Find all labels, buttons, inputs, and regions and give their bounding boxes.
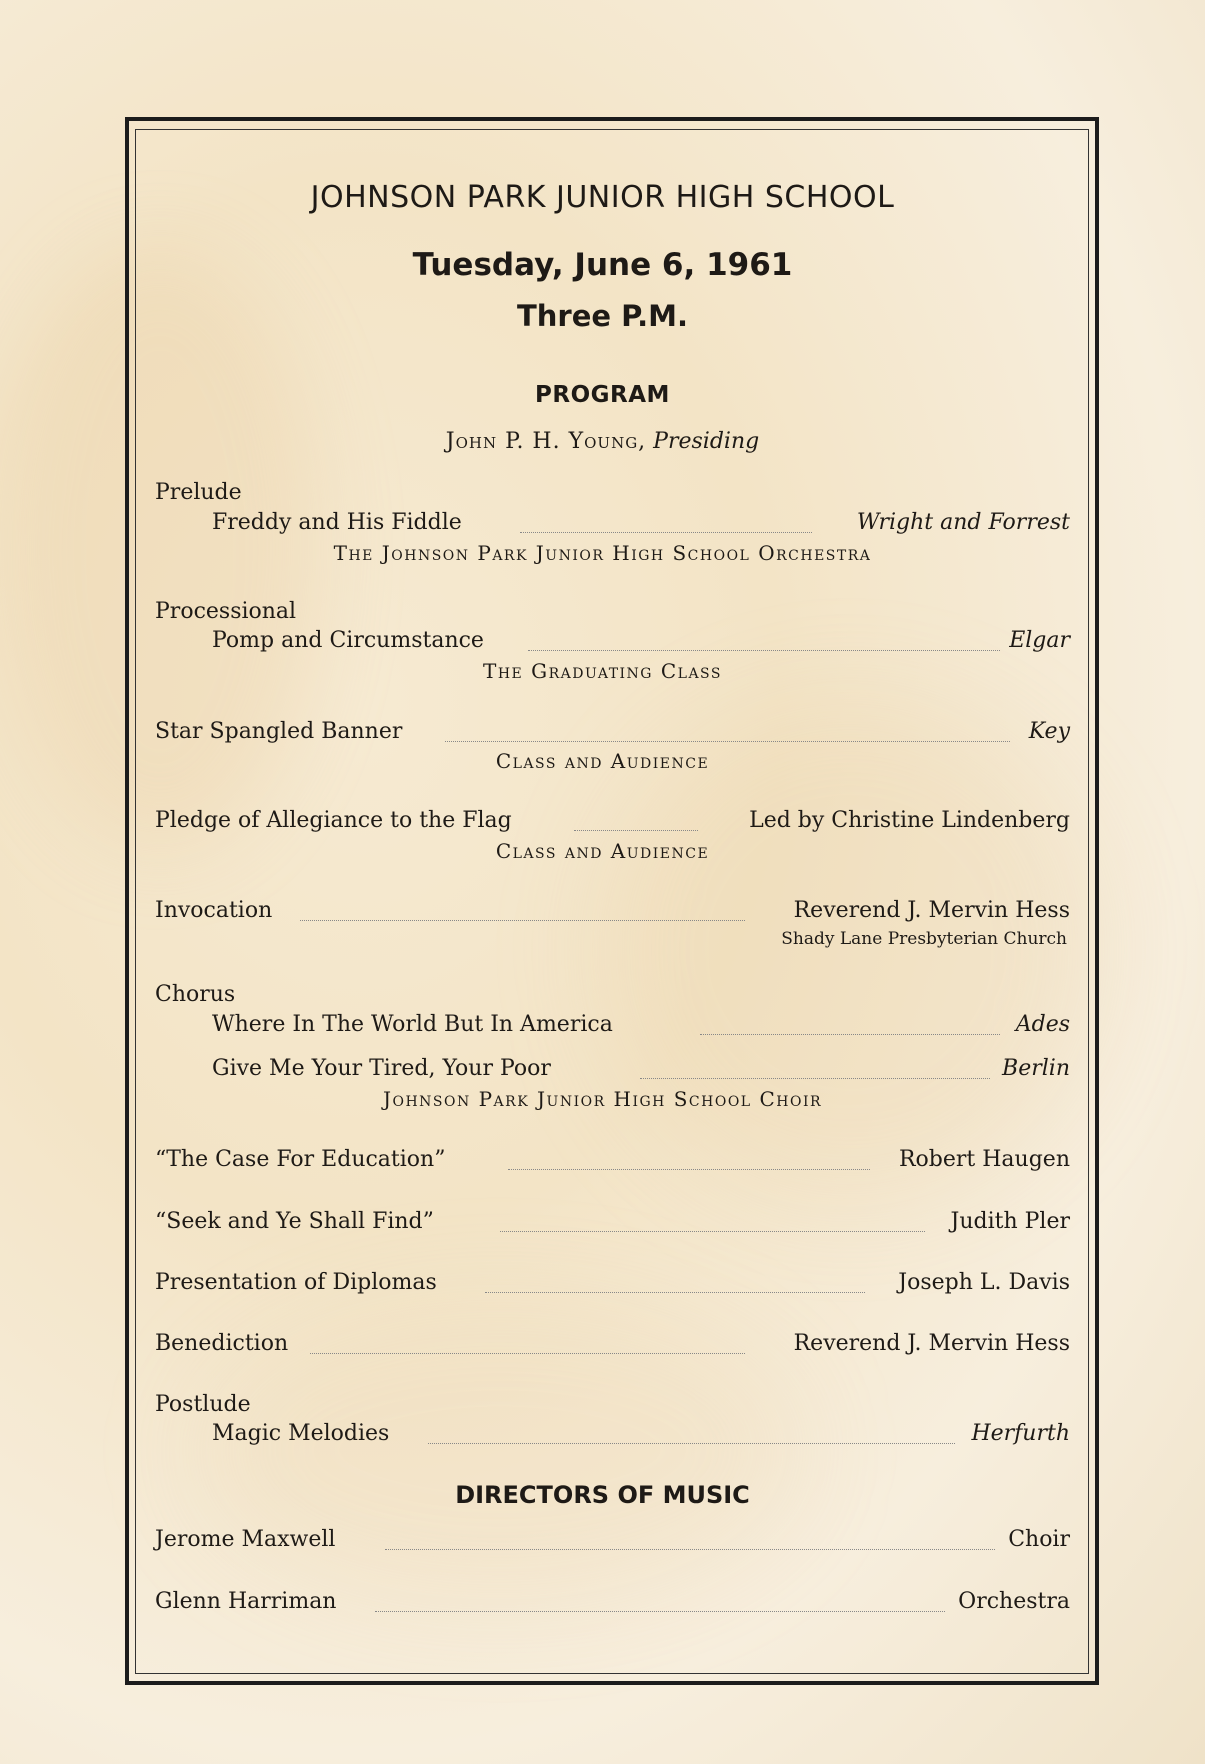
director-name: Glenn Harriman bbox=[155, 1589, 337, 1614]
program-row-speech1 bbox=[0, 1147, 1070, 1177]
leader-dots bbox=[485, 1292, 865, 1293]
performer-pledge: Class and Audience bbox=[495, 839, 710, 863]
leader-dots bbox=[574, 830, 698, 831]
item-credit: Judith Pler bbox=[950, 1209, 1070, 1234]
item-title: Pomp and Circumstance bbox=[212, 628, 484, 653]
program-row-benediction bbox=[0, 1331, 1070, 1361]
director-name: Jerome Maxwell bbox=[155, 1527, 336, 1552]
program-row-speech2 bbox=[0, 1209, 1070, 1239]
category-prelude: Prelude bbox=[155, 480, 242, 505]
item-credit: Ades bbox=[1015, 1012, 1070, 1037]
item-title: Invocation bbox=[155, 898, 273, 923]
leader-dots bbox=[528, 650, 1000, 651]
item-title: Pledge of Allegiance to the Flag bbox=[155, 808, 512, 833]
director-row-orchestra bbox=[0, 1589, 1070, 1619]
leader-dots bbox=[375, 1611, 945, 1612]
leader-dots bbox=[445, 741, 1010, 742]
leader-dots bbox=[508, 1169, 870, 1170]
item-title: “The Case For Education” bbox=[155, 1147, 446, 1172]
performer-chorus: Johnson Park Junior High School Choir bbox=[382, 1087, 823, 1111]
item-title: Give Me Your Tired, Your Poor bbox=[212, 1056, 551, 1081]
leader-dots bbox=[428, 1443, 955, 1444]
program-row-anthem bbox=[0, 719, 1070, 749]
item-credit: Led by Christine Lindenberg bbox=[749, 808, 1070, 833]
leader-dots bbox=[520, 532, 812, 533]
item-title: Star Spangled Banner bbox=[155, 719, 403, 744]
item-credit: Herfurth bbox=[971, 1421, 1070, 1446]
leader-dots bbox=[385, 1549, 995, 1550]
program-row-chorus-song1 bbox=[0, 1012, 1070, 1042]
program-row-diplomas bbox=[0, 1270, 1070, 1300]
directors-heading: DIRECTORS OF MUSIC bbox=[455, 1481, 750, 1509]
item-credit: Berlin bbox=[1002, 1056, 1070, 1081]
presider-name: John P. H. Young, bbox=[445, 429, 647, 454]
event-time: Three P.M. bbox=[517, 299, 688, 333]
category-processional: Processional bbox=[155, 599, 297, 624]
leader-dots bbox=[700, 1034, 1000, 1035]
program-row-prelude bbox=[0, 510, 1070, 540]
leader-dots bbox=[640, 1078, 990, 1079]
director-role: Choir bbox=[1008, 1527, 1070, 1552]
item-title: Freddy and His Fiddle bbox=[212, 510, 462, 535]
category-chorus: Chorus bbox=[155, 982, 236, 1007]
program-row-pledge bbox=[0, 808, 1070, 838]
presider-role: Presiding bbox=[653, 429, 760, 454]
item-credit: Robert Haugen bbox=[898, 1147, 1070, 1172]
program-row-processional bbox=[0, 628, 1070, 658]
performer-anthem: Class and Audience bbox=[495, 749, 710, 773]
item-title: Where In The World But In America bbox=[212, 1012, 613, 1037]
item-credit: Key bbox=[1028, 719, 1070, 744]
performer-prelude: The Johnson Park Junior High School Orchestra bbox=[333, 541, 872, 565]
performer-processional: The Graduating Class bbox=[483, 659, 722, 683]
program-heading: PROGRAM bbox=[535, 382, 670, 408]
presiding-line bbox=[0, 429, 1205, 454]
item-credit: Reverend J. Mervin Hess bbox=[793, 1331, 1070, 1356]
program-row-postlude bbox=[0, 1421, 1070, 1451]
invocation-affiliation: Shady Lane Presbyterian Church bbox=[781, 929, 1067, 949]
program-row-chorus-song2 bbox=[0, 1056, 1070, 1086]
item-credit: Joseph L. Davis bbox=[898, 1270, 1070, 1295]
item-credit: Elgar bbox=[1009, 628, 1070, 653]
leader-dots bbox=[310, 1353, 745, 1354]
item-credit: Reverend J. Mervin Hess bbox=[793, 898, 1070, 923]
item-title: “Seek and Ye Shall Find” bbox=[155, 1209, 434, 1234]
director-row-choir bbox=[0, 1527, 1070, 1557]
event-date: Tuesday, June 6, 1961 bbox=[412, 247, 793, 283]
item-title: Magic Melodies bbox=[212, 1421, 390, 1446]
program-row-invocation bbox=[0, 898, 1070, 928]
item-title: Benediction bbox=[155, 1331, 289, 1356]
leader-dots bbox=[300, 920, 745, 921]
school-title: JOHNSON PARK JUNIOR HIGH SCHOOL bbox=[310, 180, 895, 215]
category-postlude: Postlude bbox=[155, 1392, 251, 1417]
item-credit: Wright and Forrest bbox=[856, 510, 1070, 535]
item-title: Presentation of Diplomas bbox=[155, 1270, 437, 1295]
director-role: Orchestra bbox=[958, 1589, 1070, 1614]
leader-dots bbox=[500, 1231, 925, 1232]
